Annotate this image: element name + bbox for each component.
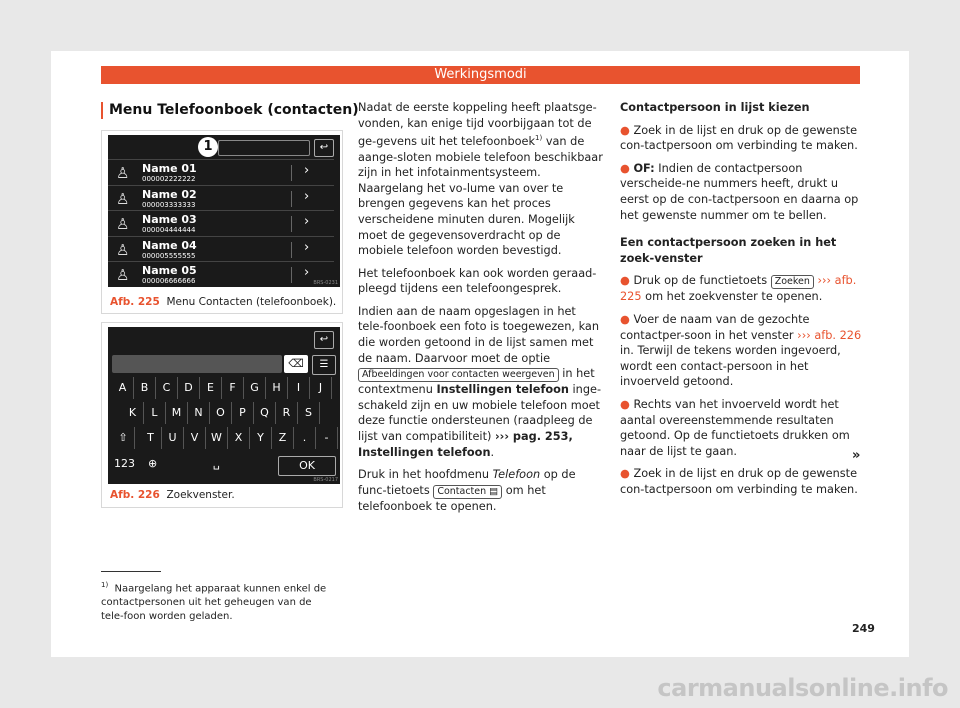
page-number: 249 [852,622,875,635]
contact-name: Name 01 [142,162,197,175]
keyboard-key[interactable]: - [316,427,338,449]
person-icon: ♙ [116,189,130,208]
keyboard-key[interactable]: M [166,402,188,424]
ok-button[interactable]: OK [278,456,336,476]
chapter-banner: Werkingsmodi [101,66,860,84]
caption-text: Zoekvenster. [166,489,235,501]
paragraph: Het telefoonboek kan ook worden geraad-pleegd tijdens een telefoongesprek. [358,266,597,296]
keyboard-key[interactable]: O [210,402,232,424]
keyboard-screen [108,327,340,484]
keyboard-key[interactable]: K [122,402,144,424]
divider [291,242,292,258]
caption-text: Menu Contacten (telefoonboek). [166,296,337,308]
keyboard-key[interactable]: D [178,377,200,399]
keyboard-key[interactable]: P [232,402,254,424]
continue-mark: » [852,448,861,463]
contact-row[interactable] [108,261,334,288]
cross-reference: ››› afb. 225 [620,274,857,304]
figure-225-caption [110,296,336,308]
person-icon: ♙ [116,266,130,284]
divider [291,267,292,283]
keyboard-key[interactable]: N [188,402,210,424]
keyboard-key[interactable]: T [140,427,162,449]
bullet-item: ● Voer de naam van de gezochte contactper-soon in het venster ››› afb. 226 in. Terwijl de tekens worden ingevoerd, wordt een contact-persoon in het invoerveld getoond. [620,312,862,389]
keyboard-key[interactable]: Q [254,402,276,424]
paragraph: Indien aan de naam opgeslagen in het tele-foonboek een foto is toegewezen, kan die worden getoond in de lijst samen met de naam. Daarvoor moet de optie Afbeeldingen voor contacten weergeven in het contextmenu Instellingen telefoon inge-schakeld zijn en uw mobiele telefoon moet deze functie ondersteunen (raadpleeg de lijst van compatibiliteit) ››› pag. 253, Instellingen telefoon. [358,304,602,459]
text-column-3 [620,100,863,504]
figure-code: BRS-0217 [313,477,338,483]
backspace-icon[interactable]: ⌫ [284,355,308,373]
chevron-right-icon[interactable]: › [304,163,310,178]
keyboard-key[interactable]: Y [250,427,272,449]
back-arrow-icon[interactable]: ↩ [314,331,334,349]
back-arrow-icon[interactable]: ↩ [314,139,334,157]
search-key: Zoeken [771,275,814,289]
chevron-right-icon[interactable]: › [304,265,310,280]
bullet-item: ● Druk op de functietoets Zoeken ››› afb. 225 om het zoekvenster te openen. [620,274,857,304]
chevron-right-icon[interactable]: › [304,239,310,255]
chevron-right-icon[interactable]: › [304,214,310,229]
figure-code: BRS-0231 [313,280,338,286]
keyboard-key[interactable]: Z [272,427,294,449]
keyboard-key[interactable]: S [298,402,320,424]
contact-row[interactable] [108,210,334,237]
space-key[interactable]: ␣ [213,457,220,470]
key-123[interactable]: 123 [114,457,135,470]
option-key: Afbeeldingen voor contacten weergeven [358,368,559,382]
contact-name: Name 04 [142,238,197,252]
keyboard-key[interactable]: X [228,427,250,449]
divider [291,165,292,181]
caption-number: Afb. 226 [110,489,160,501]
bullet-item: ● Rechts van het invoerveld wordt het aantal overeenstemmende resultaten getoond. Op de functietoets drukken om naar de lijst te gaan. [620,397,850,458]
keyboard-key[interactable]: G [244,377,266,399]
caption-number: Afb. 225 [110,296,160,308]
contact-name: Name 03 [142,213,197,226]
contact-number: 000004444444 [142,226,196,234]
cross-reference: ››› pag. 253, Instellingen telefoon [358,430,573,459]
list-icon[interactable]: ☰ [312,355,336,375]
contacts-key: Contacten ▤ [433,485,502,499]
keyboard-key[interactable]: U [162,427,184,449]
keyboard-key[interactable]: J [310,377,332,399]
person-icon: ♙ [116,240,130,259]
chevron-right-icon[interactable]: › [304,188,310,204]
footnote-rule [101,571,161,572]
paragraph: Nadat de eerste koppeling heeft plaatsge-vonden, kan enige tijd voorbijgaan tot de ge-gevens uit het telefoonboek$^{1)}$ van de aange-sloten mobiele telefoon beschikbaar zijn in het infotainmentsysteem. Naargelang het vo-lume van over te brengen gegevens kan het proces verscheidene minuten duren. Mogelijk moet de gegevensoverdracht op de mobiele telefoon worden bevestigd. [358,101,603,258]
contact-number: 000006666666 [142,277,196,285]
divider [291,216,292,232]
keyboard-key[interactable]: L [144,402,166,424]
keyboard-key[interactable]: I [288,377,310,399]
globe-icon[interactable]: ⊕ [148,457,158,470]
keyboard-key[interactable]: B [134,377,156,399]
keyboard-key[interactable]: F [222,377,244,399]
contact-number: 000003333333 [142,200,196,209]
contact-row[interactable] [108,185,334,212]
contact-number: 000002222222 [142,175,196,183]
person-icon: ♙ [116,164,130,182]
bullet-item: ● Zoek in de lijst en druk op de gewenste con-tactpersoon om verbinding te maken. [620,467,858,496]
book-icon: ▤ [489,485,499,497]
footnote: $^{1)}$ Naargelang het apparaat kunnen enkel de contactpersonen uit het geheugen van de tele-foon worden geladen. [101,581,327,623]
contact-name: Name 05 [142,264,197,277]
keyboard-key[interactable]: E [200,377,222,399]
divider [291,191,292,207]
text-column-2 [358,100,603,521]
keyboard-key[interactable]: C [156,377,178,399]
phonebook-screen [108,135,340,287]
keyboard-key[interactable]: W [206,427,228,449]
subheading: Contactpersoon in lijst kiezen [620,101,810,114]
keyboard-key[interactable]: H [266,377,288,399]
bullet-item: ● OF: Indien de contactpersoon verscheide-ne nummers heeft, drukt u eerst op de con-tactpersoon en daarna op het gewenste nummer om te bellen. [620,161,859,222]
callout-1: 1 [198,137,218,157]
watermark: carmanualsonline.info [657,674,948,702]
search-field[interactable] [218,140,310,156]
contact-row[interactable] [108,159,334,186]
section-title: Menu Telefoonboek (contacten) [101,102,359,119]
shift-icon[interactable]: ⇧ [112,427,135,449]
keyboard-key[interactable]: V [184,427,206,449]
contact-name: Name 02 [142,187,197,201]
keyboard-key[interactable]: A [112,377,134,399]
contact-number: 000005555555 [142,251,196,260]
subheading: Een contactpersoon zoeken in het zoek-venster [620,236,837,265]
bullet-item: ● Zoek in de lijst en druk op de gewenste con-tactpersoon om verbinding te maken. [620,123,858,153]
person-icon: ♙ [116,215,130,233]
keyboard-key[interactable]: . [294,427,316,449]
paragraph: Druk in het hoofdmenu Telefoon op de func-tietoets Contacten ▤ om het telefoonboek te openen. [358,468,576,513]
search-input[interactable] [112,355,282,373]
keyboard-key[interactable]: R [276,402,298,424]
cross-reference: ››› afb. 226 [797,328,862,342]
contact-row[interactable] [108,236,334,263]
figure-226-caption [110,489,235,501]
